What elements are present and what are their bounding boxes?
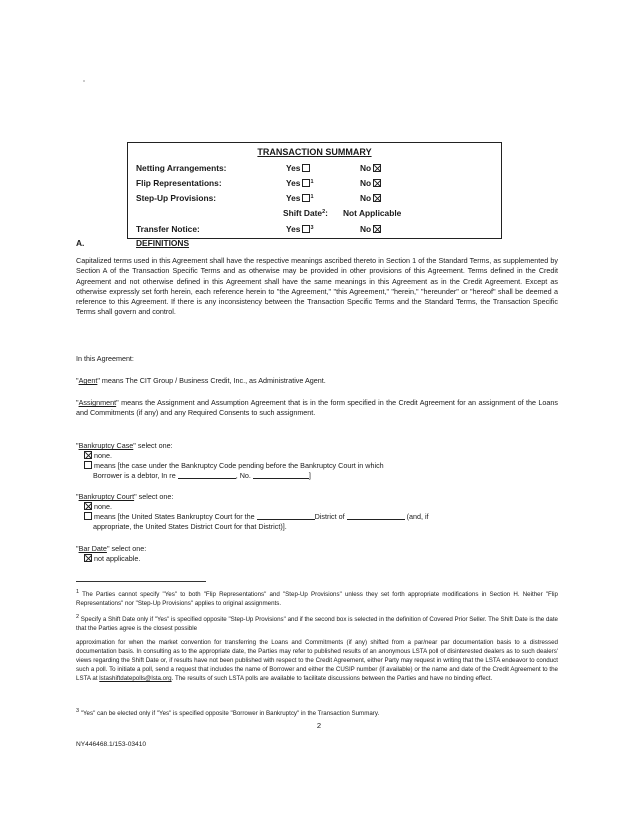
agent-definition: "Agent" means The CIT Group / Business Credit, Inc., as Administrative Agent. — [76, 376, 326, 385]
bankruptcy-case-heading: "Bankruptcy Case" select one: — [76, 441, 173, 450]
stepup-no: No — [360, 193, 381, 203]
transaction-summary-box — [127, 142, 502, 239]
case-number-field[interactable] — [253, 478, 309, 479]
transfer-yes: Yes $^3$ — [286, 224, 314, 234]
netting-no-checkbox[interactable] — [373, 164, 381, 172]
bankruptcy-case-means-checkbox[interactable] — [84, 461, 92, 469]
footnote-2b: approximation for when the market convention for transferring the Loans and Commitments (if any) shifted from a par/near par documentation basis to a distressed documentation basis. In consulting as to the appropriate date, the Parties may refer to published results of an anonymous LSTA poll of disinterested dealers as to such dealers' views regarding the Shift Date or, if results have not been published with respect to the Credit Agreement, either Party may request in writing that the LSTA endeavor to conduct such a poll. To initiate a poll, send a request that includes the name of Borrower and either the CUSIP number (if available) or the name and date of the Credit Agreement to the LSTA at lstashiftdatepolls@lsta.org. The results of such LSTA polls are available to facilitate discussions between the Parties and have no binding effect. — [76, 639, 558, 682]
in-this-agreement: In this Agreement: — [76, 354, 134, 363]
agent-term: Agent — [78, 376, 98, 385]
section-letter: A. — [76, 238, 85, 248]
assignment-term: Assignment — [78, 398, 117, 407]
bankruptcy-court-none-checkbox[interactable] — [84, 502, 92, 510]
summary-title: TRANSACTION SUMMARY — [257, 147, 372, 157]
transfer-yes-checkbox[interactable] — [302, 225, 310, 233]
netting-yes: Yes — [286, 163, 310, 173]
stepup-yes-checkbox[interactable] — [302, 194, 310, 202]
bankruptcy-court-opt2-line2: appropriate, the United States District Court for that District)]. — [93, 522, 287, 531]
bankruptcy-case-opt2: means [the case under the Bankruptcy Code pending before the Bankruptcy Court in which — [82, 461, 558, 471]
page-number: 2 — [316, 721, 322, 730]
footnote-1: $^1$ The Parties cannot specify "Yes" to both "Flip Representations" and "Step-Up Provisions" unless they set forth appropriate modifications in Section H. Neither "Flip Representations" nor "Step-Up Provisions" applies to original assignments. — [76, 589, 558, 607]
flip-no: No — [360, 178, 381, 188]
shift-date-value: Not Applicable — [343, 208, 402, 218]
bankruptcy-court-opt1: none. — [82, 502, 112, 512]
bankruptcy-court-opt2: means [the United States Bankruptcy Court for the District of (and, if — [82, 512, 558, 522]
court-state-field[interactable] — [347, 519, 405, 520]
flip-label: Flip Representations: — [136, 178, 222, 188]
stepup-label: Step-Up Provisions: — [136, 193, 217, 203]
bankruptcy-case-opt1: none. — [82, 451, 112, 461]
shift-date-label: Shift Date$^2$: — [283, 208, 328, 218]
netting-yes-checkbox[interactable] — [302, 164, 310, 172]
bankruptcy-court-heading: "Bankruptcy Court" select one: — [76, 492, 174, 501]
bar-date-heading: "Bar Date" select one: — [76, 544, 147, 553]
bankruptcy-court-means-checkbox[interactable] — [84, 512, 92, 520]
lsta-email-link[interactable]: lstashiftdatepolls@lsta.org — [99, 675, 172, 682]
footnote-2a: $^2$ Specify a Shift Date only if "Yes" is specified opposite "Step-Up Provisions" and if the second box is selected in the definition of Covered Prior Seller. The Shift Date is the date that the Parties agree is the closest possible — [76, 614, 558, 632]
footnote-3: $^3$ "Yes" can be elected only if "Yes" is specified opposite "Borrower in Bankruptcy" in the Transaction Summary. — [76, 708, 380, 717]
transfer-no: No — [360, 224, 381, 234]
bankruptcy-case-opt2-line2: Borrower is a debtor, In re , No. ] — [93, 471, 311, 480]
stepup-yes: Yes $^1$ — [286, 193, 314, 203]
bankruptcy-case-none-checkbox[interactable] — [84, 451, 92, 459]
assignment-definition: "Assignment" means the Assignment and Assumption Agreement that is in the form specified in the Credit Agreement for an assignment of the Loans and Commitments (if any) and any Required Consents to such assignment. — [76, 398, 558, 418]
section-title: DEFINITIONS — [136, 238, 190, 248]
intro-paragraph: Capitalized terms used in this Agreement shall have the respective meanings ascribed thereto in Section 1 of the Standard Terms, as supplemented by Section A of the Transaction Specific Terms and as otherwise may be provided in other provisions of this Agreement. Terms defined in the Credit Agreement and not otherwise defined in this Agreement shall have the same meanings in this Agreement as in the Credit Agreement. Except as otherwise expressly set forth herein, each reference herein to "the Agreement," "this Agreement," "herein," "hereunder" or "hereof" shall be deemed a reference to this Agreement. If there is any inconsistency between the Transaction Specific Terms and the Standard Terms, the Transaction Specific Terms shall govern and control. — [76, 256, 558, 317]
transfer-notice-label: Transfer Notice: — [136, 224, 200, 234]
in-re-field[interactable] — [178, 478, 236, 479]
netting-no: No — [360, 163, 381, 173]
netting-label: Netting Arrangements: — [136, 163, 227, 173]
footnote-rule — [76, 581, 206, 582]
flip-yes-checkbox[interactable] — [302, 179, 310, 187]
scan-speck — [83, 80, 85, 82]
document-id: NY446468.1/153-03410 — [76, 741, 147, 748]
stepup-no-checkbox[interactable] — [373, 194, 381, 202]
transfer-no-checkbox[interactable] — [373, 225, 381, 233]
bar-date-opt1: not applicable. — [82, 554, 140, 564]
court-district-field[interactable] — [257, 519, 315, 520]
bar-date-na-checkbox[interactable] — [84, 554, 92, 562]
flip-no-checkbox[interactable] — [373, 179, 381, 187]
flip-yes: Yes $^1$ — [286, 178, 314, 188]
